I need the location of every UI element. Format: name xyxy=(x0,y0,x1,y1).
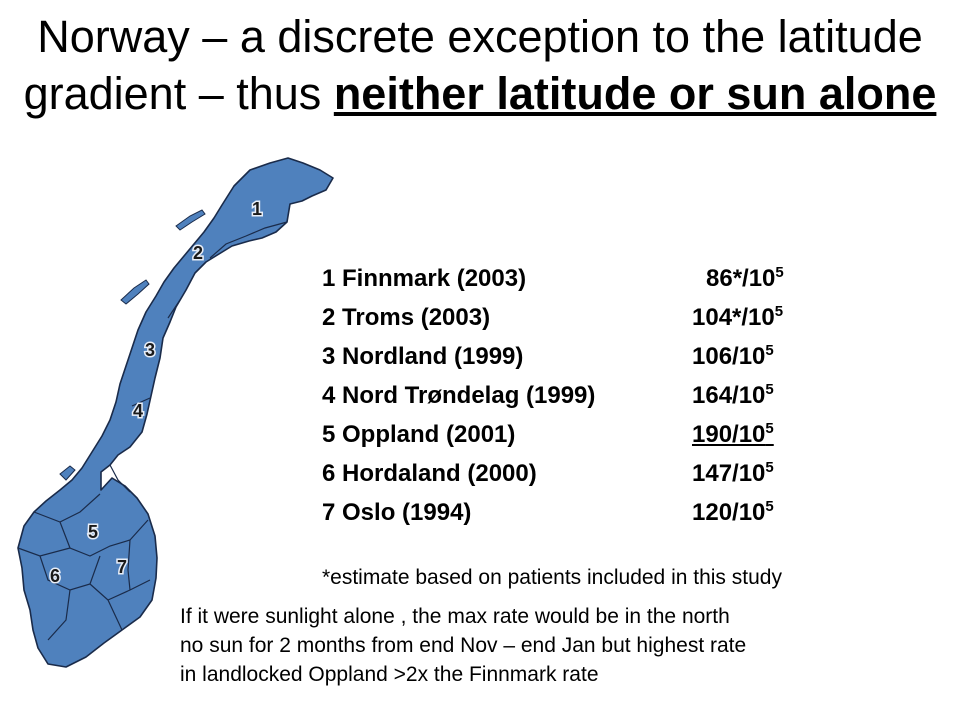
table-row xyxy=(322,298,842,337)
map-label-7: 7 xyxy=(117,557,128,577)
region-name: 5 Oppland (2001) xyxy=(322,420,516,448)
footnote: *estimate based on patients included in this study xyxy=(322,566,782,589)
commentary-line: in landlocked Oppland >2x the Finnmark rate xyxy=(180,663,599,686)
region-name: 4 Nord Trøndelag (1999) xyxy=(322,381,596,409)
northern-islands xyxy=(176,210,205,230)
map-label-4: 4 xyxy=(133,401,144,421)
region-rate: $86*/10^5$ xyxy=(706,264,784,292)
region-name: 1 Finnmark (2003) xyxy=(322,264,527,292)
region-rate: $164/10^5$ xyxy=(692,381,774,409)
map-label-1: 1 xyxy=(252,199,263,219)
commentary-line: If it were sunlight alone , the max rate would be in the north xyxy=(180,605,730,628)
table-row xyxy=(322,337,842,376)
map-label-2: 2 xyxy=(193,243,204,263)
incidence-table xyxy=(322,259,842,532)
lofoten-islands xyxy=(121,280,149,304)
region-name: 3 Nordland (1999) xyxy=(322,342,524,370)
map-label-3: 3 xyxy=(145,340,156,360)
region-name: 6 Hordaland (2000) xyxy=(322,459,537,487)
region-rate-highest: $190/10^5$ xyxy=(692,420,774,448)
table-row xyxy=(322,376,842,415)
commentary-line: no sun for 2 months from end Nov – end Jan but highest rate xyxy=(180,634,747,657)
table-row xyxy=(322,454,842,493)
title-emphasis: neither latitude or sun alone xyxy=(333,68,937,119)
table-row xyxy=(322,415,842,454)
title-text: Norway – a discrete exception to the latitude gradient – thus xyxy=(23,11,923,119)
map-label-6: 6 xyxy=(50,566,61,586)
region-rate: $120/10^5$ xyxy=(692,498,774,526)
region-name: 2 Troms (2003) xyxy=(322,303,491,331)
region-rate: $104*/10^5$ xyxy=(692,303,784,331)
map-label-5: 5 xyxy=(88,522,99,542)
commentary-text xyxy=(180,602,746,689)
region-name: 7 Oslo (1994) xyxy=(322,498,472,526)
region-rate: $106/10^5$ xyxy=(692,342,774,370)
region-rate: $147/10^5$ xyxy=(692,459,774,487)
table-row xyxy=(322,493,842,532)
table-row xyxy=(322,259,842,298)
norway-mainland-shape xyxy=(18,158,333,667)
